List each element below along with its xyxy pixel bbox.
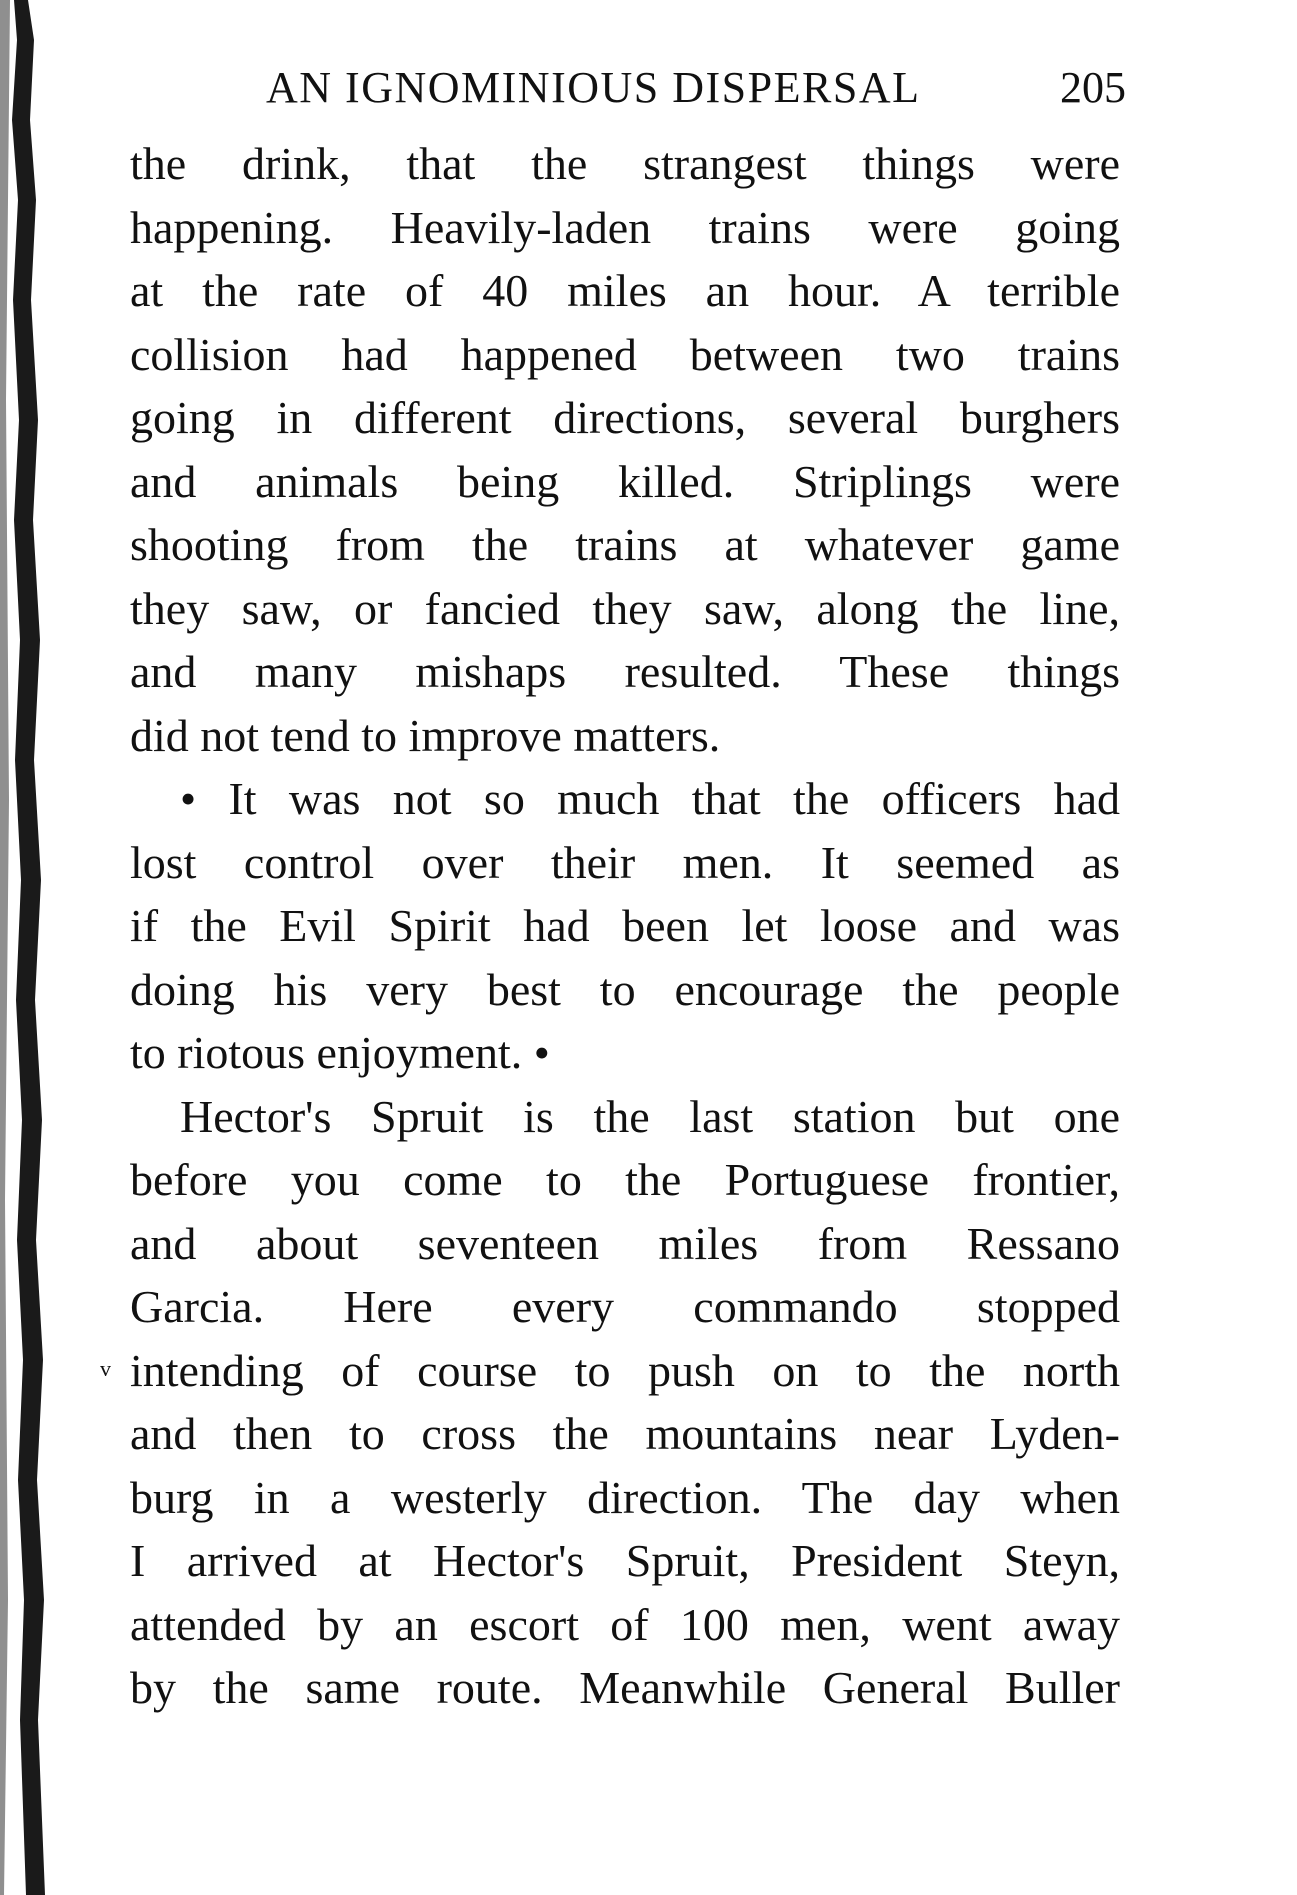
text-line: and about seventeen miles from Ressano <box>130 1217 1120 1269</box>
text-line: Hector's Spruit is the last station but one <box>180 1090 1120 1142</box>
text-line: the drink, that the strangest things were <box>130 138 1120 189</box>
running-title: AN IGNOMINIOUS DISPERSAL <box>266 63 921 112</box>
page-number: 205 <box>1060 63 1126 112</box>
text-line: and animals being killed. Striplings were <box>130 455 1120 507</box>
text-line: intending of course to push on to the north <box>130 1344 1120 1396</box>
text-line: collision had happened between two trains <box>130 328 1120 380</box>
text-line: to riotous enjoyment. • <box>130 1027 550 1078</box>
text-line: they saw, or fancied they saw, along the line, <box>130 582 1120 634</box>
page-header <box>266 62 1126 122</box>
text-line: by the same route. Meanwhile General Buller <box>130 1662 1120 1713</box>
text-line: before you come to the Portuguese frontier, <box>130 1154 1120 1205</box>
text-line: happening. Heavily-laden trains were going <box>130 201 1120 253</box>
text-line: if the Evil Spirit had been let loose and was <box>130 900 1120 951</box>
text-line: and many mishaps resulted. These things <box>130 646 1120 697</box>
text-line: at the rate of 40 miles an hour. A terrible <box>130 265 1120 316</box>
text-line: doing his very best to encourage the people <box>130 963 1120 1015</box>
text-line: did not tend to improve matters. <box>130 709 721 761</box>
margin-mark: v <box>100 1356 111 1381</box>
text-line: and then to cross the mountains near Lyden- <box>130 1408 1120 1459</box>
text-line: • It was not so much that the officers had <box>180 773 1120 824</box>
text-line: attended by an escort of 100 men, went away <box>130 1598 1120 1650</box>
text-line: I arrived at Hector's Spruit, President Steyn, <box>130 1535 1120 1586</box>
page-binding-edge <box>0 0 46 1895</box>
text-line: Garcia. Here every commando stopped <box>130 1281 1120 1332</box>
text-line: burg in a westerly direction. The day when <box>130 1471 1120 1523</box>
text-line: shooting from the trains at whatever game <box>130 519 1120 570</box>
body-text <box>130 132 1120 1720</box>
text-line: lost control over their men. It seemed as <box>130 836 1120 888</box>
text-line: going in different directions, several burghers <box>130 392 1120 443</box>
